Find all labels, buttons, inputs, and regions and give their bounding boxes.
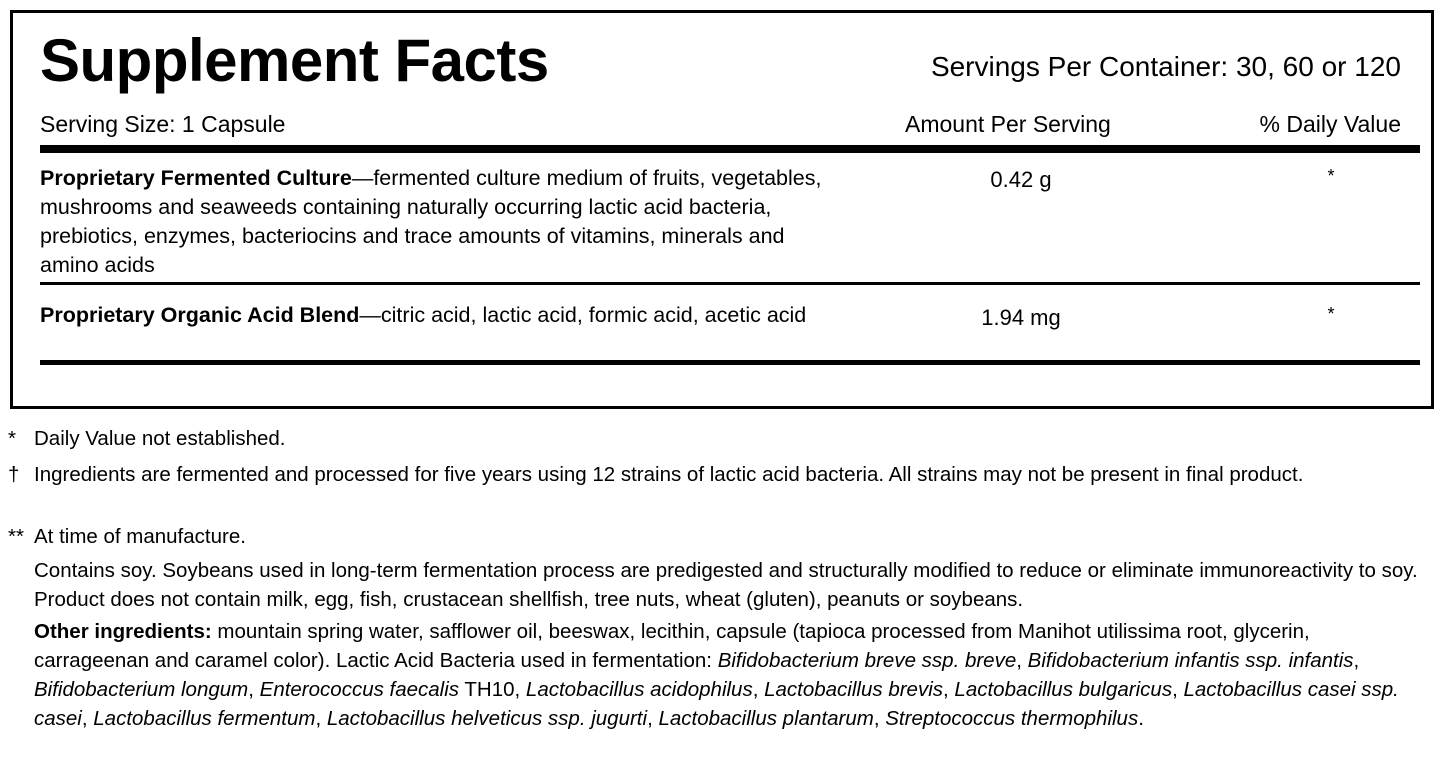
ingredient-amount: 0.42 g [990,167,1052,192]
footnote-manufacture [8,522,1428,551]
strain-name: Lactobacillus plantarum [658,707,874,730]
separator: , [248,678,260,701]
separator: , [1016,649,1028,672]
footnote-mark: ** [8,525,24,548]
other-ingredients-list: mountain spring water, safflower oil, beeswax, lecithin, capsule (tapioca processed from Manihot utilissima root, glycerin, carrageenan and caramel color). Lactic Acid Bacteria used in fermentation: [34,620,1310,672]
strain-name: Streptococcus thermophilus [885,707,1139,730]
strain-name: Lactobacillus fermentum [93,707,316,730]
strain-suffix: TH10 [459,678,515,701]
separator: , [873,707,886,730]
footnote-text: Daily Value not established. [34,427,286,450]
footnote-daily-value [8,424,1428,453]
strain-name: Bifidobacterium longum [34,678,249,701]
strain-name: Lactobacillus helveticus ssp. jugurti [326,707,648,730]
allergen-text: Contains soy. Soybeans used in long-term fermentation process are predigested and structurally modified to reduce or eliminate immunoreactivity to soy. Product does not contain milk, egg, fish, crustacean shellfish, tree nuts, wheat (gluten), peanuts or soybeans. [34,559,1418,611]
allergen-statement [8,556,1428,614]
end-period: . [1138,707,1144,730]
separator: , [315,707,327,730]
ingredient-description: —fermented culture medium of fruits, vegetables, mushrooms and seaweeds containing naturally occurring lactic acid bacteria, prebiotics, enzymes, bacteriocins and trace amounts of vitamins, minerals and amino acids [40,166,822,277]
strain-name: Enterococcus faecalis [259,678,460,701]
separator: , [1353,649,1360,672]
other-ingredients-label: Other ingredients: [34,620,212,643]
strain-name: Bifidobacterium infantis ssp. infantis [1027,649,1354,672]
ingredient-description: —citric acid, lactic acid, formic acid, acetic acid [359,303,807,327]
footnote-mark: * [8,427,16,450]
strain-name: Lactobacillus acidophilus [525,678,753,701]
footnote-text: At time of manufacture. [34,525,246,548]
thick-divider [40,145,1420,153]
panel-title: Supplement Facts [40,27,549,94]
other-ingredients [8,617,1428,733]
ingredient-row-fermented-culture [40,164,830,280]
ingredient-row-organic-acid-blend [40,301,830,330]
separator: , [752,678,765,701]
supplement-facts-panel [10,10,1434,409]
separator: , [647,707,659,730]
serving-size: Serving Size: 1 Capsule [40,111,286,137]
other-ingredients-text [34,617,1428,733]
amount-per-serving-header: Amount Per Serving [905,111,1111,137]
strain-name: Lactobacillus bulgaricus [954,678,1173,701]
ingredient-name: Proprietary Organic Acid Blend [40,303,360,327]
separator: , [81,707,94,730]
ingredient-name: Proprietary Fermented Culture [40,166,352,190]
servings-per-container: Servings Per Container: 30, 60 or 120 [930,51,1401,82]
footnote-fermentation [8,460,1428,489]
strain-name: Lactobacillus brevis [764,678,944,701]
strain-name: Lactobacillus casei ssp. casei [34,678,1399,730]
separator: , [943,678,955,701]
ingredient-daily-value: * [1327,166,1335,186]
footnote-mark: † [8,463,20,486]
strain-name: Bifidobacterium breve ssp. breve [717,649,1017,672]
ingredient-daily-value: * [1327,304,1335,324]
daily-value-header: % Daily Value [1259,111,1401,137]
bottom-divider [40,360,1420,365]
row-divider [40,282,1420,285]
separator: , [1172,678,1184,701]
ingredient-amount: 1.94 mg [981,305,1061,330]
footnote-text: Ingredients are fermented and processed for five years using 12 strains of lactic acid bacteria. All strains may not be present in final product. [34,463,1304,486]
separator: , [514,678,526,701]
